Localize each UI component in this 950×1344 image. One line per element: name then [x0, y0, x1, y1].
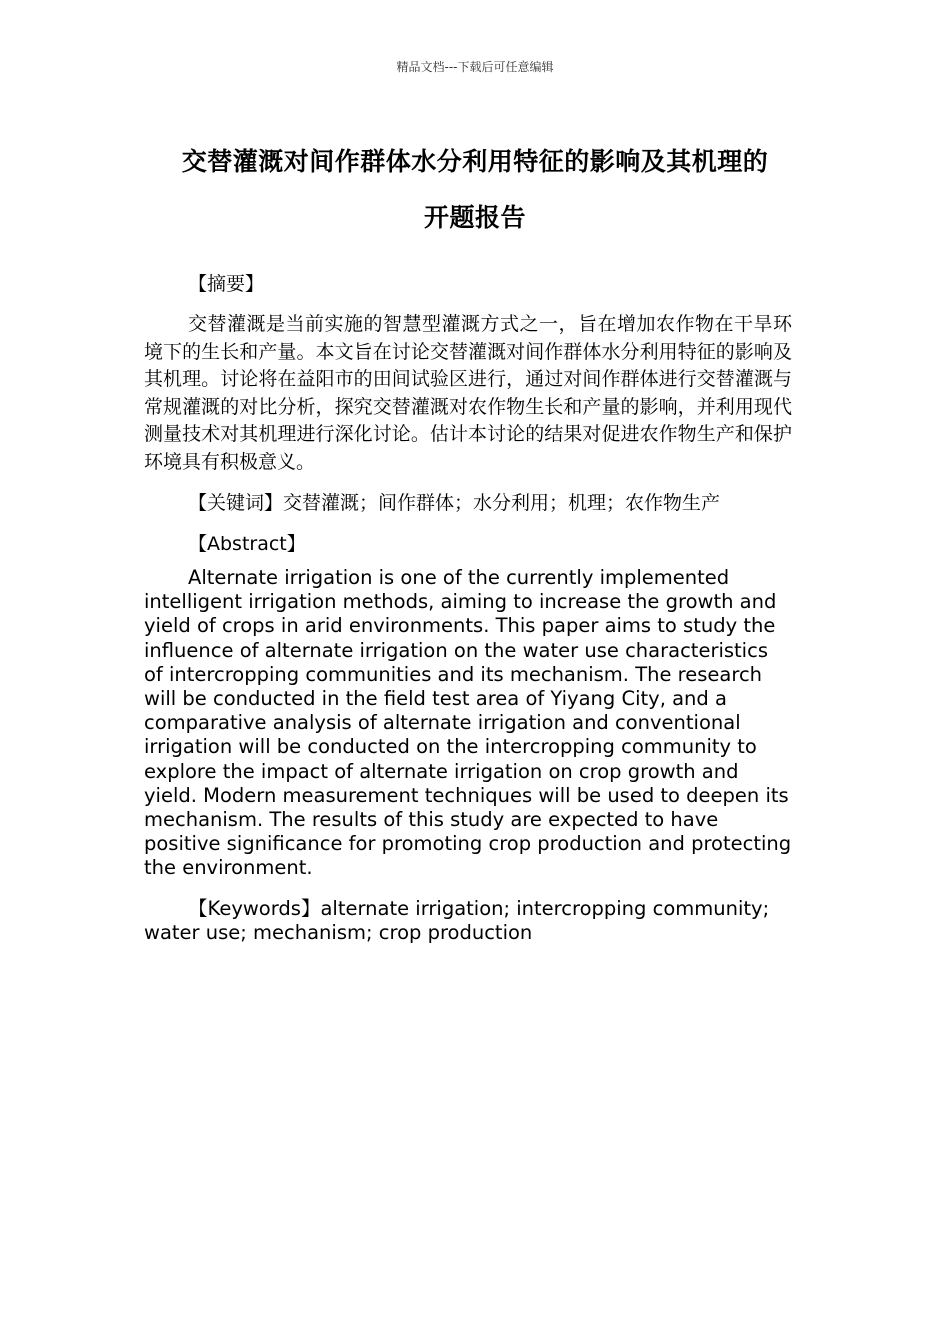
keywords-cn-text: 交替灌溉；间作群体；水分利用；机理；农作物生产 — [283, 492, 721, 514]
keywords-en-label: 【Keywords】 — [188, 896, 321, 920]
title-line-2: 开题报告 — [423, 203, 526, 232]
header-note: 精品文档---下载后可任意编辑 — [396, 60, 554, 74]
abstract-cn-heading: 【摘要】 — [188, 273, 265, 295]
document-body — [144, 270, 792, 945]
abstract-en-body: Alternate irrigation is one of the currently implemented intelligent irrigation methods, aiming to increase the growth and yield of crops in arid environments. This paper aims to study the influence of alternate irrigation on the water use characteristics of intercropping communities and its mechanism. The research will be conducted in the field test area of Yiyang City, and a comparative analysis of alternate irrigation and conventional irrigation will be conducted on the intercropping community to explore the impact of alternate irrigation on crop growth and yield. Modern measurement techniques will be used to deepen its mechanism. The results of this study are expected to have positive significance for promoting crop production and protecting the environment. — [144, 566, 792, 880]
abstract-cn-body: 交替灌溉是当前实施的智慧型灌溉方式之一，旨在增加农作物在干旱环境下的生长和产量。本文旨在讨论交替灌溉对间作群体水分利用特征的影响及其机理。讨论将在益阳市的田间试验区进行，通过对间作群体进行交替灌溉与常规灌溉的对比分析，探究交替灌溉对农作物生长和产量的影响，并利用现代测量技术对其机理进行深化讨论。估计本讨论的结果对促进农作物生产和保护环境具有积极意义。 — [144, 313, 792, 473]
document-title — [140, 134, 810, 246]
keywords-en — [144, 897, 792, 945]
keywords-cn — [144, 489, 792, 517]
keywords-cn-label: 【关键词】 — [188, 492, 284, 514]
abstract-en-heading: 【Abstract】 — [188, 533, 306, 555]
keywords-en-text: alternate irrigation; intercropping community; water use; mechanism; crop production — [144, 896, 770, 944]
title-line-1: 交替灌溉对间作群体水分利用特征的影响及其机理的 — [181, 147, 769, 176]
